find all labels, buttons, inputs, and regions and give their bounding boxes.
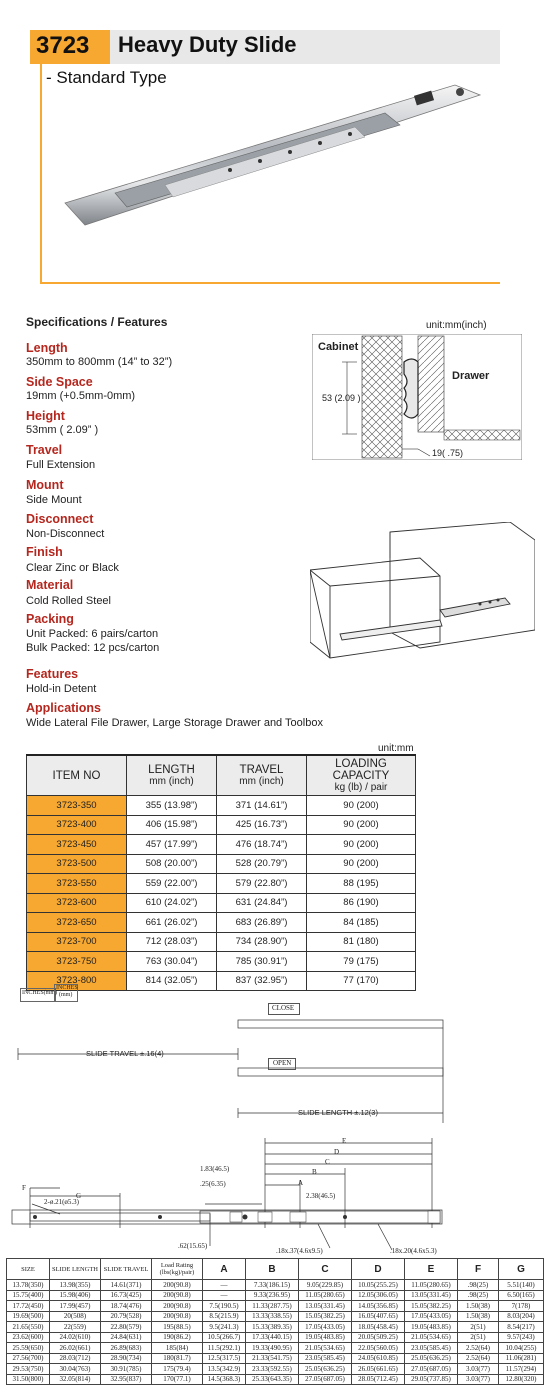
dim-table-cell: 15.05(382.25) — [299, 1311, 352, 1322]
cell-travel: 425 (16.73”) — [217, 815, 307, 835]
dim-table-cell: 22.80(579) — [101, 1322, 152, 1333]
cell-capacity: 90 (200) — [307, 854, 416, 874]
dim-table-cell: 32.05(814) — [50, 1374, 101, 1385]
dim-table-cell: 23.05(585.45) — [405, 1343, 458, 1354]
dim-table-cell: 26.05(661.65) — [352, 1364, 405, 1375]
dim-table-cell: 24.02(610) — [50, 1332, 101, 1343]
dim-table-cell: 16.73(425) — [101, 1290, 152, 1301]
dim-table-cell: 15.05(382.25) — [405, 1301, 458, 1312]
spec-value-length: 350mm to 800mm (14” to 32”) — [26, 356, 173, 368]
cell-item: 3723-750 — [27, 952, 127, 972]
dim-a-label: A — [298, 1179, 304, 1187]
dim-hole-label: 2-ø.21(ø5.3) — [44, 1198, 79, 1206]
dim-table-cell: — — [203, 1290, 246, 1301]
spec-value-applications: Wide Lateral File Drawer, Large Storage Drawer and Toolbox — [26, 717, 323, 729]
spec-label-side-space: Side Space — [26, 375, 93, 389]
drawer-illustration — [310, 522, 535, 662]
spec-label-applications: Applications — [26, 701, 102, 715]
dim-table-cell: 16.05(407.65) — [352, 1311, 405, 1322]
dim-header-c: C — [299, 1259, 352, 1280]
dim-183-label: 1.83(46.5) — [200, 1165, 230, 1173]
dim-table-cell: 9.57(243) — [499, 1332, 544, 1343]
dim-table-cell: 17.99(457) — [50, 1301, 101, 1312]
dim-table-row — [7, 1353, 544, 1364]
dim-table-cell: 200(90.8) — [152, 1280, 203, 1291]
dim-table-cell: 22(559) — [50, 1322, 101, 1333]
cell-item: 3723-500 — [27, 854, 127, 874]
cell-travel: 528 (20.79”) — [217, 854, 307, 874]
dim-table-row — [7, 1301, 544, 1312]
cell-travel: 579 (22.80”) — [217, 874, 307, 894]
dim-table-cell: 17.05(433.05) — [299, 1322, 352, 1333]
dim-table-cell: 25.05(636.25) — [405, 1353, 458, 1364]
section-height-label: 53 (2.09 ) — [322, 393, 361, 403]
dim-table-cell: 2.52(64) — [458, 1343, 499, 1354]
dim-e-label: E — [342, 1137, 347, 1145]
close-label: CLOSE — [272, 1004, 295, 1012]
cell-travel: 631 (24.84”) — [217, 893, 307, 913]
dim-table-cell: 14.61(371) — [101, 1280, 152, 1291]
table-row — [27, 854, 416, 874]
dim-b-label: B — [312, 1168, 317, 1176]
spec-label-mount: Mount — [26, 478, 64, 492]
dim-table-cell: 25.59(650) — [7, 1343, 50, 1354]
cell-item: 3723-800 — [27, 971, 127, 991]
dim-table-cell: 2.52(64) — [458, 1353, 499, 1364]
dim-table-cell: 10.04(255) — [499, 1343, 544, 1354]
dimension-drawing — [0, 998, 550, 1256]
dim-header-size: SIZE — [7, 1259, 50, 1280]
dim-header-d: D — [352, 1259, 405, 1280]
cell-length: 712 (28.03”) — [127, 932, 217, 952]
dim-table-row — [7, 1280, 544, 1291]
dim-table-cell: 11.33(287.75) — [246, 1301, 299, 1312]
dim-table-cell: 13.98(355) — [50, 1280, 101, 1291]
spec-value-side-space: 19mm (+0.5mm-0mm) — [26, 390, 136, 402]
spec-value-disconnect: Non-Disconnect — [26, 528, 105, 540]
dim-table-cell: — — [203, 1280, 246, 1291]
cell-length: 763 (30.04”) — [127, 952, 217, 972]
dim-table-cell: 13.78(350) — [7, 1280, 50, 1291]
slide-travel-label: SLIDE TRAVEL ±.16(4) — [86, 1049, 164, 1058]
dim-table-cell: 19.33(490.95) — [246, 1343, 299, 1354]
dim-table-cell: 26.89(683) — [101, 1343, 152, 1354]
cell-capacity: 86 (190) — [307, 893, 416, 913]
dim-table-cell: 14.05(356.85) — [352, 1301, 405, 1312]
dim-table-cell: 25.33(643.35) — [246, 1374, 299, 1385]
dim-table-cell: 12.80(320) — [499, 1374, 544, 1385]
dim-table-cell: 19.69(500) — [7, 1311, 50, 1322]
dim-table-cell: 20.79(528) — [101, 1311, 152, 1322]
dim-table-row — [7, 1343, 544, 1354]
table-row — [27, 952, 416, 972]
spec-value-travel: Full Extension — [26, 459, 96, 471]
dim-table-cell: 27.05(687.05) — [299, 1374, 352, 1385]
cell-item: 3723-600 — [27, 893, 127, 913]
dim-table-cell: 9.05(229.85) — [299, 1280, 352, 1291]
cell-length: 457 (17.99”) — [127, 835, 217, 855]
cell-item: 3723-400 — [27, 815, 127, 835]
dim-25-label: .25(6.35) — [200, 1180, 226, 1188]
accent-line-bottom — [40, 282, 500, 284]
header-travel: TRAVEL mm (inch) — [217, 755, 307, 796]
spec-value-height: 53mm ( 2.09” ) — [26, 424, 99, 436]
cell-capacity: 90 (200) — [307, 835, 416, 855]
dim-header-load: Load Rating (lbs(kg)/pair) — [152, 1259, 203, 1280]
cell-capacity: 84 (185) — [307, 913, 416, 933]
dim-table-cell: 30.04(763) — [50, 1364, 101, 1375]
header-capacity: LOADING CAPACITY kg (lb) / pair — [307, 755, 416, 796]
dim-table-cell: 5.51(140) — [499, 1280, 544, 1291]
legend-right-bottom: (mm) — [59, 992, 73, 998]
dim-table-cell: 8.5(215.9) — [203, 1311, 246, 1322]
spec-label-material: Material — [26, 578, 74, 592]
dim-table-cell: 21.05(534.65) — [299, 1343, 352, 1354]
dim-table-cell: 30.91(785) — [101, 1364, 152, 1375]
dim-62-label: .62(15.65) — [178, 1242, 208, 1250]
cell-capacity: 88 (195) — [307, 874, 416, 894]
dim-table-cell: .98(25) — [458, 1290, 499, 1301]
dim-table-cell: 23.33(592.55) — [246, 1364, 299, 1375]
dim-header-g: G — [499, 1259, 544, 1280]
product-title: Heavy Duty Slide — [118, 32, 297, 57]
dim-table-cell: 28.90(734) — [101, 1353, 152, 1364]
cell-length: 559 (22.00”) — [127, 874, 217, 894]
dim-table-cell: 21.33(541.75) — [246, 1353, 299, 1364]
dim-table-cell: 15.98(406) — [50, 1290, 101, 1301]
spec-table — [26, 754, 416, 991]
legend-right-top: INCHES — [56, 985, 78, 991]
cell-capacity: 79 (175) — [307, 952, 416, 972]
table-unit: unit:mm — [378, 743, 414, 754]
dim-c-label: C — [325, 1158, 330, 1166]
dim-table-cell: 13.5(342.9) — [203, 1364, 246, 1375]
dim-table-cell: 15.33(389.35) — [246, 1322, 299, 1333]
dim-table-cell: 28.03(712) — [50, 1353, 101, 1364]
dim-table-cell: 29.05(737.85) — [405, 1374, 458, 1385]
cell-capacity: 90 (200) — [307, 815, 416, 835]
spec-value-features: Hold-in Detent — [26, 683, 97, 695]
spec-value-finish: Clear Zinc or Black — [26, 562, 119, 574]
dim-table-cell: .98(25) — [458, 1280, 499, 1291]
cell-item: 3723-450 — [27, 835, 127, 855]
dim-table-row — [7, 1322, 544, 1333]
dim-table-cell: 17.05(433.05) — [405, 1311, 458, 1322]
dim-table-cell: 3.03(77) — [458, 1374, 499, 1385]
spec-value-mount: Side Mount — [26, 494, 82, 506]
cell-capacity: 90 (200) — [307, 796, 416, 816]
dim-table-cell: 17.72(450) — [7, 1301, 50, 1312]
dim-table-cell: 24.05(610.85) — [352, 1353, 405, 1364]
dim-table-cell: 24.84(631) — [101, 1332, 152, 1343]
dim-table-cell: 190(86.2) — [152, 1332, 203, 1343]
dim-table-cell: 200(90.8) — [152, 1311, 203, 1322]
dim-table-cell: 13.33(338.55) — [246, 1311, 299, 1322]
cell-travel: 371 (14.61”) — [217, 796, 307, 816]
dim-table-cell: 19.05(483.85) — [299, 1332, 352, 1343]
dim-table-cell: 8.03(204) — [499, 1311, 544, 1322]
table-row — [27, 913, 416, 933]
spec-label-features: Features — [26, 667, 79, 681]
table-row — [27, 874, 416, 894]
dim-table-cell: 170(77.1) — [152, 1374, 203, 1385]
spec-heading: Specifications / Features — [26, 315, 168, 329]
table-row — [27, 893, 416, 913]
dim-table-cell: 15.75(400) — [7, 1290, 50, 1301]
dim-table-cell: 14.5(368.3) — [203, 1374, 246, 1385]
spec-label-disconnect: Disconnect — [26, 512, 94, 526]
table-row — [27, 796, 416, 816]
dim-table-cell: 9.5(241.3) — [203, 1322, 246, 1333]
product-subtitle: - Standard Type — [46, 68, 167, 87]
dim-table-cell: 8.54(217) — [499, 1322, 544, 1333]
dim-table-row — [7, 1364, 544, 1375]
cell-travel: 683 (26.89”) — [217, 913, 307, 933]
dim-table-cell: 2(51) — [458, 1322, 499, 1333]
dim-table-row — [7, 1374, 544, 1385]
spec-table-header — [27, 755, 416, 796]
legend-left: INCHES(mm) — [22, 990, 57, 996]
dim-table-cell: 19.05(483.85) — [405, 1322, 458, 1333]
cell-length: 610 (24.02”) — [127, 893, 217, 913]
cell-travel: 476 (18.74”) — [217, 835, 307, 855]
open-label: OPEN — [273, 1059, 292, 1067]
dim-f-label: F — [22, 1184, 26, 1192]
dim-g-label: G — [76, 1192, 82, 1200]
dim-table-cell: 32.95(837) — [101, 1374, 152, 1385]
dim-table-cell: 11.05(280.65) — [299, 1290, 352, 1301]
table-row — [27, 835, 416, 855]
header-length: LENGTH mm (inch) — [127, 755, 217, 796]
dim-table-cell: 18.05(458.45) — [352, 1322, 405, 1333]
cell-item: 3723-650 — [27, 913, 127, 933]
table-row — [27, 971, 416, 991]
dim-table-cell: 27.05(687.05) — [405, 1364, 458, 1375]
dim-table-cell: 23.62(600) — [7, 1332, 50, 1343]
table-row — [27, 815, 416, 835]
spec-value-packing-bulk: Bulk Packed: 12 pcs/carton — [26, 642, 160, 654]
dim-table-cell: 20(508) — [50, 1311, 101, 1322]
dim-table-cell: 17.33(440.15) — [246, 1332, 299, 1343]
spec-label-travel: Travel — [26, 443, 63, 457]
spec-label-height: Height — [26, 409, 65, 423]
dim-table-cell: 1.50(38) — [458, 1301, 499, 1312]
cell-travel: 785 (30.91”) — [217, 952, 307, 972]
cell-item: 3723-700 — [27, 932, 127, 952]
dim-slot2-label: .18x.20(4.6x5.3) — [390, 1247, 437, 1255]
spec-label-finish: Finish — [26, 545, 63, 559]
slide-product-image — [55, 75, 495, 235]
cell-travel: 837 (32.95”) — [217, 971, 307, 991]
dim-table-cell: 200(90.8) — [152, 1301, 203, 1312]
dim-table-cell: 20.05(509.25) — [352, 1332, 405, 1343]
dim-table-cell: 21.65(550) — [7, 1322, 50, 1333]
cell-capacity: 81 (180) — [307, 932, 416, 952]
dim-header-length: SLIDE LENGTH — [50, 1259, 101, 1280]
dim-table-cell: 31.50(800) — [7, 1374, 50, 1385]
cell-item: 3723-550 — [27, 874, 127, 894]
slide-length-label: SLIDE LENGTH ±.12(3) — [298, 1108, 378, 1117]
section-drawer-label: Drawer — [452, 370, 490, 382]
cell-length: 406 (15.98”) — [127, 815, 217, 835]
dim-table-cell: 3.03(77) — [458, 1364, 499, 1375]
cell-travel: 734 (28.90”) — [217, 932, 307, 952]
dim-table-cell: 26.02(661) — [50, 1343, 101, 1354]
cell-length: 661 (26.02”) — [127, 913, 217, 933]
dim-table-row — [7, 1311, 544, 1322]
dim-table-cell: 23.05(585.45) — [299, 1353, 352, 1364]
table-row — [27, 932, 416, 952]
dim-238-label: 2.38(46.5) — [306, 1192, 336, 1200]
dim-table-cell: 11.05(280.65) — [405, 1280, 458, 1291]
dim-table-cell: 25.05(636.25) — [299, 1364, 352, 1375]
model-number: 3723 — [36, 32, 90, 59]
dim-table-cell: 185(84) — [152, 1343, 203, 1354]
dim-table-cell: 7(178) — [499, 1301, 544, 1312]
dim-table-cell: 9.33(236.95) — [246, 1290, 299, 1301]
dim-table-cell: 11.06(281) — [499, 1353, 544, 1364]
dim-table-cell: 11.57(294) — [499, 1364, 544, 1375]
dim-table-cell: 12.05(306.05) — [352, 1290, 405, 1301]
cell-length: 355 (13.98”) — [127, 796, 217, 816]
cell-capacity: 77 (170) — [307, 971, 416, 991]
dim-table-cell: 21.05(534.65) — [405, 1332, 458, 1343]
section-side-space-label: 19( .75) — [432, 448, 464, 458]
dim-table-cell: 12.5(317.5) — [203, 1353, 246, 1364]
dimension-table — [6, 1258, 544, 1385]
dim-table-cell: 180(81.7) — [152, 1353, 203, 1364]
dim-table-cell: 7.5(190.5) — [203, 1301, 246, 1312]
dim-table-cell: 7.33(186.15) — [246, 1280, 299, 1291]
cell-item: 3723-350 — [27, 796, 127, 816]
spec-label-length: Length — [26, 341, 68, 355]
dim-header-e: E — [405, 1259, 458, 1280]
dim-table-cell: 195(88.5) — [152, 1322, 203, 1333]
cell-length: 814 (32.05”) — [127, 971, 217, 991]
dim-table-row — [7, 1290, 544, 1301]
dim-header-b: B — [246, 1259, 299, 1280]
spec-value-material: Cold Rolled Steel — [26, 595, 111, 607]
dim-header-a: A — [203, 1259, 246, 1280]
dim-table-cell: 11.5(292.1) — [203, 1343, 246, 1354]
accent-line-left — [40, 64, 42, 284]
dim-table-header — [7, 1259, 544, 1280]
dim-header-travel: SLIDE TRAVEL — [101, 1259, 152, 1280]
dim-table-cell: 13.05(331.45) — [405, 1290, 458, 1301]
dim-table-cell: 28.05(712.45) — [352, 1374, 405, 1385]
dim-table-cell: 1.50(38) — [458, 1311, 499, 1322]
unit-note: unit:mm(inch) — [426, 320, 487, 331]
spec-value-packing-unit: Unit Packed: 6 pairs/carton — [26, 628, 159, 640]
header-item: ITEM NO — [27, 755, 127, 796]
dim-header-f: F — [458, 1259, 499, 1280]
dim-table-cell: 22.05(560.05) — [352, 1343, 405, 1354]
dim-table-row — [7, 1332, 544, 1343]
dim-table-cell: 27.56(700) — [7, 1353, 50, 1364]
dim-d-label: D — [334, 1148, 340, 1156]
dim-table-cell: 10.5(266.7) — [203, 1332, 246, 1343]
dim-table-cell: 18.74(476) — [101, 1301, 152, 1312]
cell-length: 508 (20.00”) — [127, 854, 217, 874]
dim-table-cell: 200(90.8) — [152, 1290, 203, 1301]
section-cabinet-label: Cabinet — [318, 341, 359, 353]
spec-label-packing: Packing — [26, 612, 74, 626]
dim-table-cell: 175(79.4) — [152, 1364, 203, 1375]
dim-slot1-label: .18x.37(4.6x9.5) — [276, 1247, 323, 1255]
dim-table-cell: 2(51) — [458, 1332, 499, 1343]
dim-table-cell: 29.53(750) — [7, 1364, 50, 1375]
dim-table-cell: 6.50(165) — [499, 1290, 544, 1301]
dim-table-cell: 10.05(255.25) — [352, 1280, 405, 1291]
dim-table-cell: 13.05(331.45) — [299, 1301, 352, 1312]
